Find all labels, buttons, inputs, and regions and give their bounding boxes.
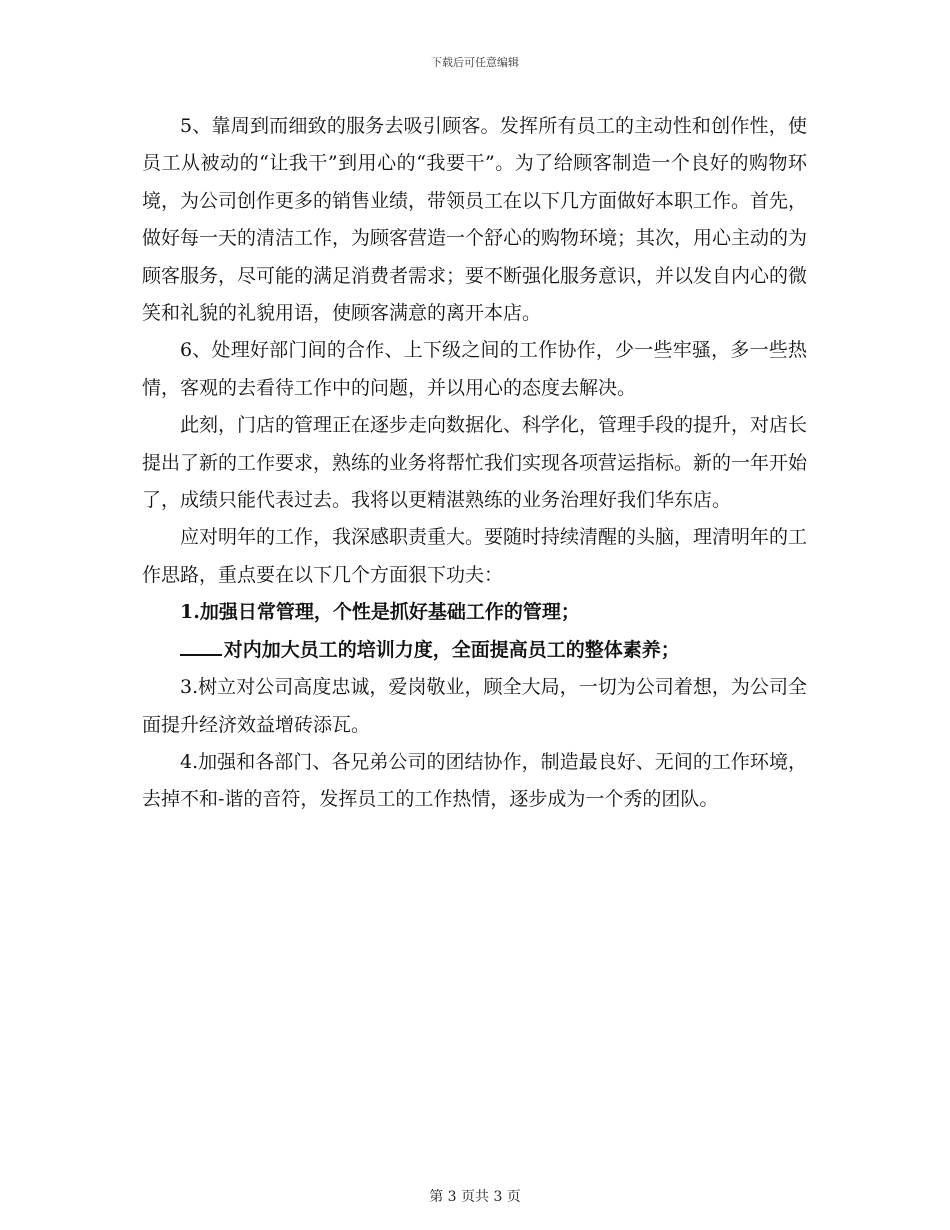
list-item-daily-management: 1.加强日常管理，个性是抓好基础工作的管理；	[180, 601, 580, 624]
blank-underline	[180, 636, 222, 656]
header-note: 下载后可任意编辑	[431, 56, 519, 69]
list-item-teamwork: 4.加强和各部门、各兄弟公司的团结协作，制造最良好、无间的工作环境，去掉不和-谐的音符，发挥员工的工作热情，逐步成为一个秀的团队。	[142, 750, 807, 811]
paragraph-management: 此刻，门店的管理正在逐步走向数据化、科学化，管理手段的提升，对店长提出了新的工作要求，熟练的业务将帮忙我们实现各项营运指标。新的一年开始了，成绩只能代表过去。我将以更精湛熟练的业务治理好我们华东店。	[142, 414, 808, 512]
document-body	[142, 108, 807, 819]
list-item-training	[142, 632, 807, 669]
list-item-loyalty: 3.树立对公司高度忠诚，爱岗敬业，顾全大局，一切为公司着想，为公司全面提升经济效益增砖添瓦。	[142, 676, 807, 736]
paragraph-next-year: 应对明年的工作，我深感职责重大。要随时持续清醒的头脑，理清明年的工作思路，重点要在以下几个方面狠下功夫：	[142, 526, 808, 586]
paragraph-cooperation: 6、处理好部门间的合作、上下级之间的工作协作，少一些牢骚，多一些热情，客观的去看待工作中的问题，并以用心的态度去解决。	[142, 339, 807, 399]
list-item-training-text: 对内加大员工的培训力度，全面提高员工的整体素养；	[223, 638, 680, 661]
paragraph-service: 5、靠周到而细致的服务去吸引顾客。发挥所有员工的主动性和创作性，使员工从被动的“让我干”到用心的“我要干”。为了给顾客制造一个良好的购物环境，为公司创作更多的销售业绩，带领员工在以下几方面做好本职工作。首先，做好每一天的清洁工作，为顾客营造一个舒心的购物环境；其次，用心主动的为顾客服务，尽可能的满足消费者需求；要不断强化服务意识，并以发自内心的微笑和礼貌的礼貌用语，使顾客满意的离开本店。	[142, 115, 808, 325]
page-number: 第 3 页共 3 页	[429, 1189, 521, 1205]
